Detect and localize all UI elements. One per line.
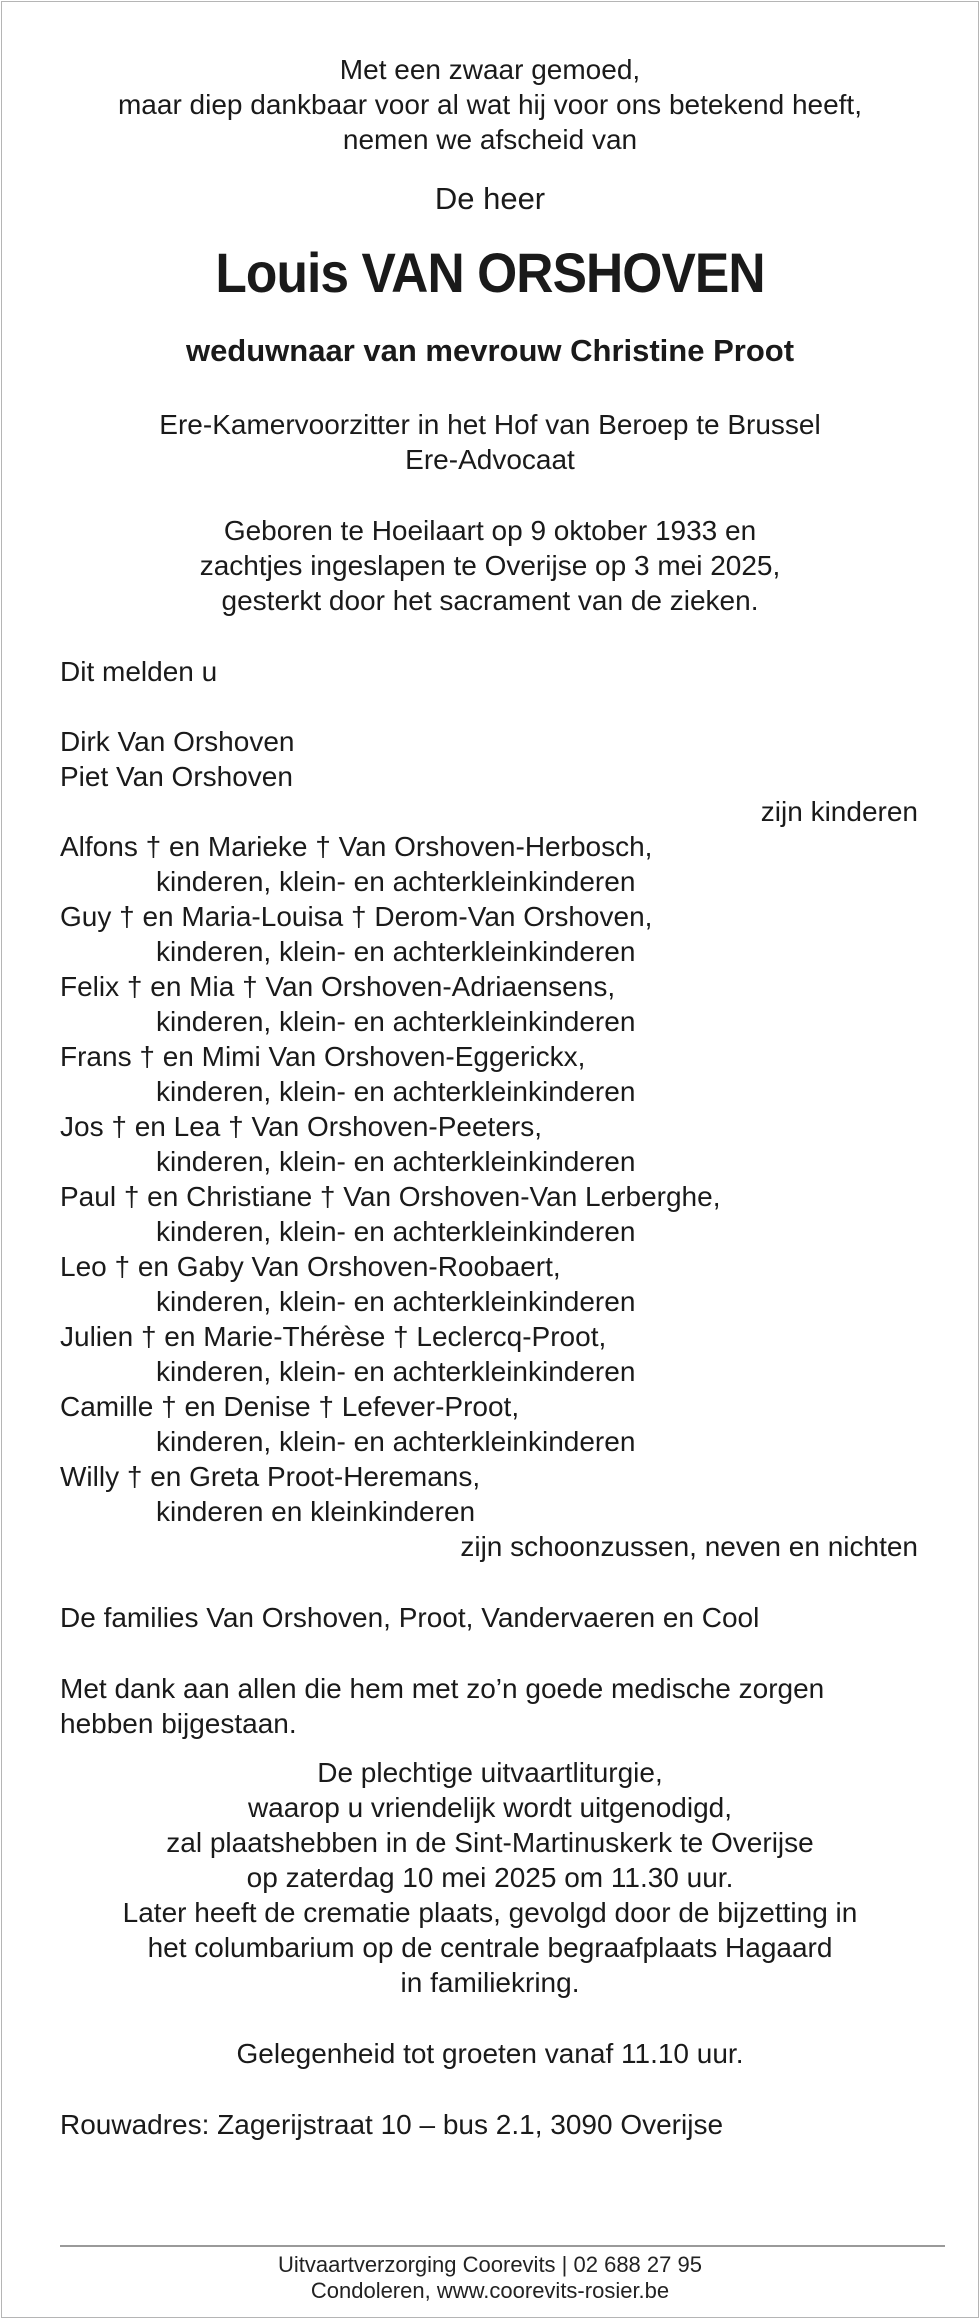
in-law-couple: Leo † en Gaby Van Orshoven-Roobaert, [60, 1251, 561, 1282]
professional-titles [60, 407, 920, 477]
in-law-couple: Camille † en Denise † Lefever-Proot, [60, 1391, 520, 1422]
in-law-couple: Paul † en Christiane † Van Orshoven-Van Lerberghe, [60, 1181, 721, 1212]
in-law-couple: Frans † en Mimi Van Orshoven-Eggerickx, [60, 1041, 586, 1072]
gathering-time: Gelegenheid tot groeten vanaf 11.10 uur. [236, 2038, 744, 2069]
funeral-home-contact: Uitvaartverzorging Coorevits | 02 688 27 95 [278, 2252, 702, 2277]
in-law-descendants: kinderen, klein- en achterkleinkinderen [156, 1286, 636, 1317]
in-law-descendants: kinderen, klein- en achterkleinkinderen [156, 936, 636, 967]
notice-body [60, 52, 920, 2142]
funeral-details [60, 1755, 920, 2000]
in-law-descendants: kinderen en kleinkinderen [156, 1496, 476, 1527]
mourning-address: Rouwadres: Zagerijstraat 10 – bus 2.1, 3090 Overijse [60, 2109, 724, 2140]
in-law-couple: Alfons † en Marieke † Van Orshoven-Herbosch, [60, 831, 653, 862]
thanks-line: Met dank aan allen die hem met zo’n goede medische zorgen [60, 1673, 825, 1704]
thanks-text [60, 1671, 920, 1741]
intro-line: Met een zwaar gemoed, [339, 54, 641, 85]
in-law-descendants: kinderen, klein- en achterkleinkinderen [156, 1216, 636, 1247]
children-list [60, 724, 920, 829]
in-law-descendants: kinderen, klein- en achterkleinkinderen [156, 1356, 636, 1387]
funeral-line: op zaterdag 10 mei 2025 om 11.30 uur. [246, 1862, 734, 1893]
in-law-descendants: kinderen, klein- en achterkleinkinderen [156, 1006, 636, 1037]
birth-death-line: zachtjes ingeslapen te Overijse op 3 mei 2025, [199, 550, 781, 581]
funeral-home-footer [2, 2252, 978, 2304]
deceased-name: Louis VAN ORSHOVEN [215, 241, 765, 304]
intro-line: maar diep dankbaar voor al wat hij voor ons betekend heeft, [117, 89, 862, 120]
intro-text [60, 52, 920, 157]
announcement: Dit melden u [60, 656, 218, 687]
funeral-line: waarop u vriendelijk wordt uitgenodigd, [247, 1792, 733, 1823]
intro-line: nemen we afscheid van [342, 124, 638, 155]
thanks-line: hebben bijgestaan. [60, 1708, 297, 1739]
in-laws-label: zijn schoonzussen, neven en nichten [460, 1531, 918, 1562]
honorific: De heer [434, 181, 546, 216]
funeral-line: Later heeft de crematie plaats, gevolgd door de bijzetting in [122, 1897, 858, 1928]
child-name: Piet Van Orshoven [60, 761, 293, 792]
child-name: Dirk Van Orshoven [60, 726, 295, 757]
title-line: Ere-Kamervoorzitter in het Hof van Beroep te Brussel [159, 409, 821, 440]
obituary-notice [1, 1, 979, 2318]
funeral-line: De plechtige uitvaartliturgie, [317, 1757, 663, 1788]
in-law-descendants: kinderen, klein- en achterkleinkinderen [156, 1076, 636, 1107]
condolence-website: Condoleren, www.coorevits-rosier.be [310, 2278, 670, 2303]
birth-death-line: gesterkt door het sacrament van de zieken. [221, 585, 759, 616]
in-law-couple: Felix † en Mia † Van Orshoven-Adriaensens, [60, 971, 616, 1002]
title-line: Ere-Advocaat [405, 444, 575, 475]
widower-line: weduwnaar van mevrouw Christine Proot [185, 333, 795, 368]
in-law-couple: Guy † en Maria-Louisa † Derom-Van Orshoven, [60, 901, 653, 932]
in-law-couple: Willy † en Greta Proot-Heremans, [60, 1461, 481, 1492]
in-law-descendants: kinderen, klein- en achterkleinkinderen [156, 1426, 636, 1457]
birth-death-details [60, 513, 920, 618]
funeral-line: zal plaatshebben in de Sint-Martinuskerk te Overijse [166, 1827, 814, 1858]
families-line: De families Van Orshoven, Proot, Vandervaeren en Cool [60, 1602, 760, 1633]
funeral-line: het columbarium op de centrale begraafplaats Hagaard [147, 1932, 833, 1963]
in-law-couple: Jos † en Lea † Van Orshoven-Peeters, [60, 1111, 542, 1142]
in-law-descendants: kinderen, klein- en achterkleinkinderen [156, 1146, 636, 1177]
funeral-line: in familiekring. [400, 1967, 580, 1998]
footer-divider [60, 2245, 945, 2247]
in-laws-list [60, 829, 920, 1564]
in-law-couple: Julien † en Marie-Thérèse † Leclercq-Proot, [60, 1321, 607, 1352]
in-law-descendants: kinderen, klein- en achterkleinkinderen [156, 866, 636, 897]
birth-death-line: Geboren te Hoeilaart op 9 oktober 1933 en [223, 515, 757, 546]
children-label: zijn kinderen [760, 796, 918, 827]
